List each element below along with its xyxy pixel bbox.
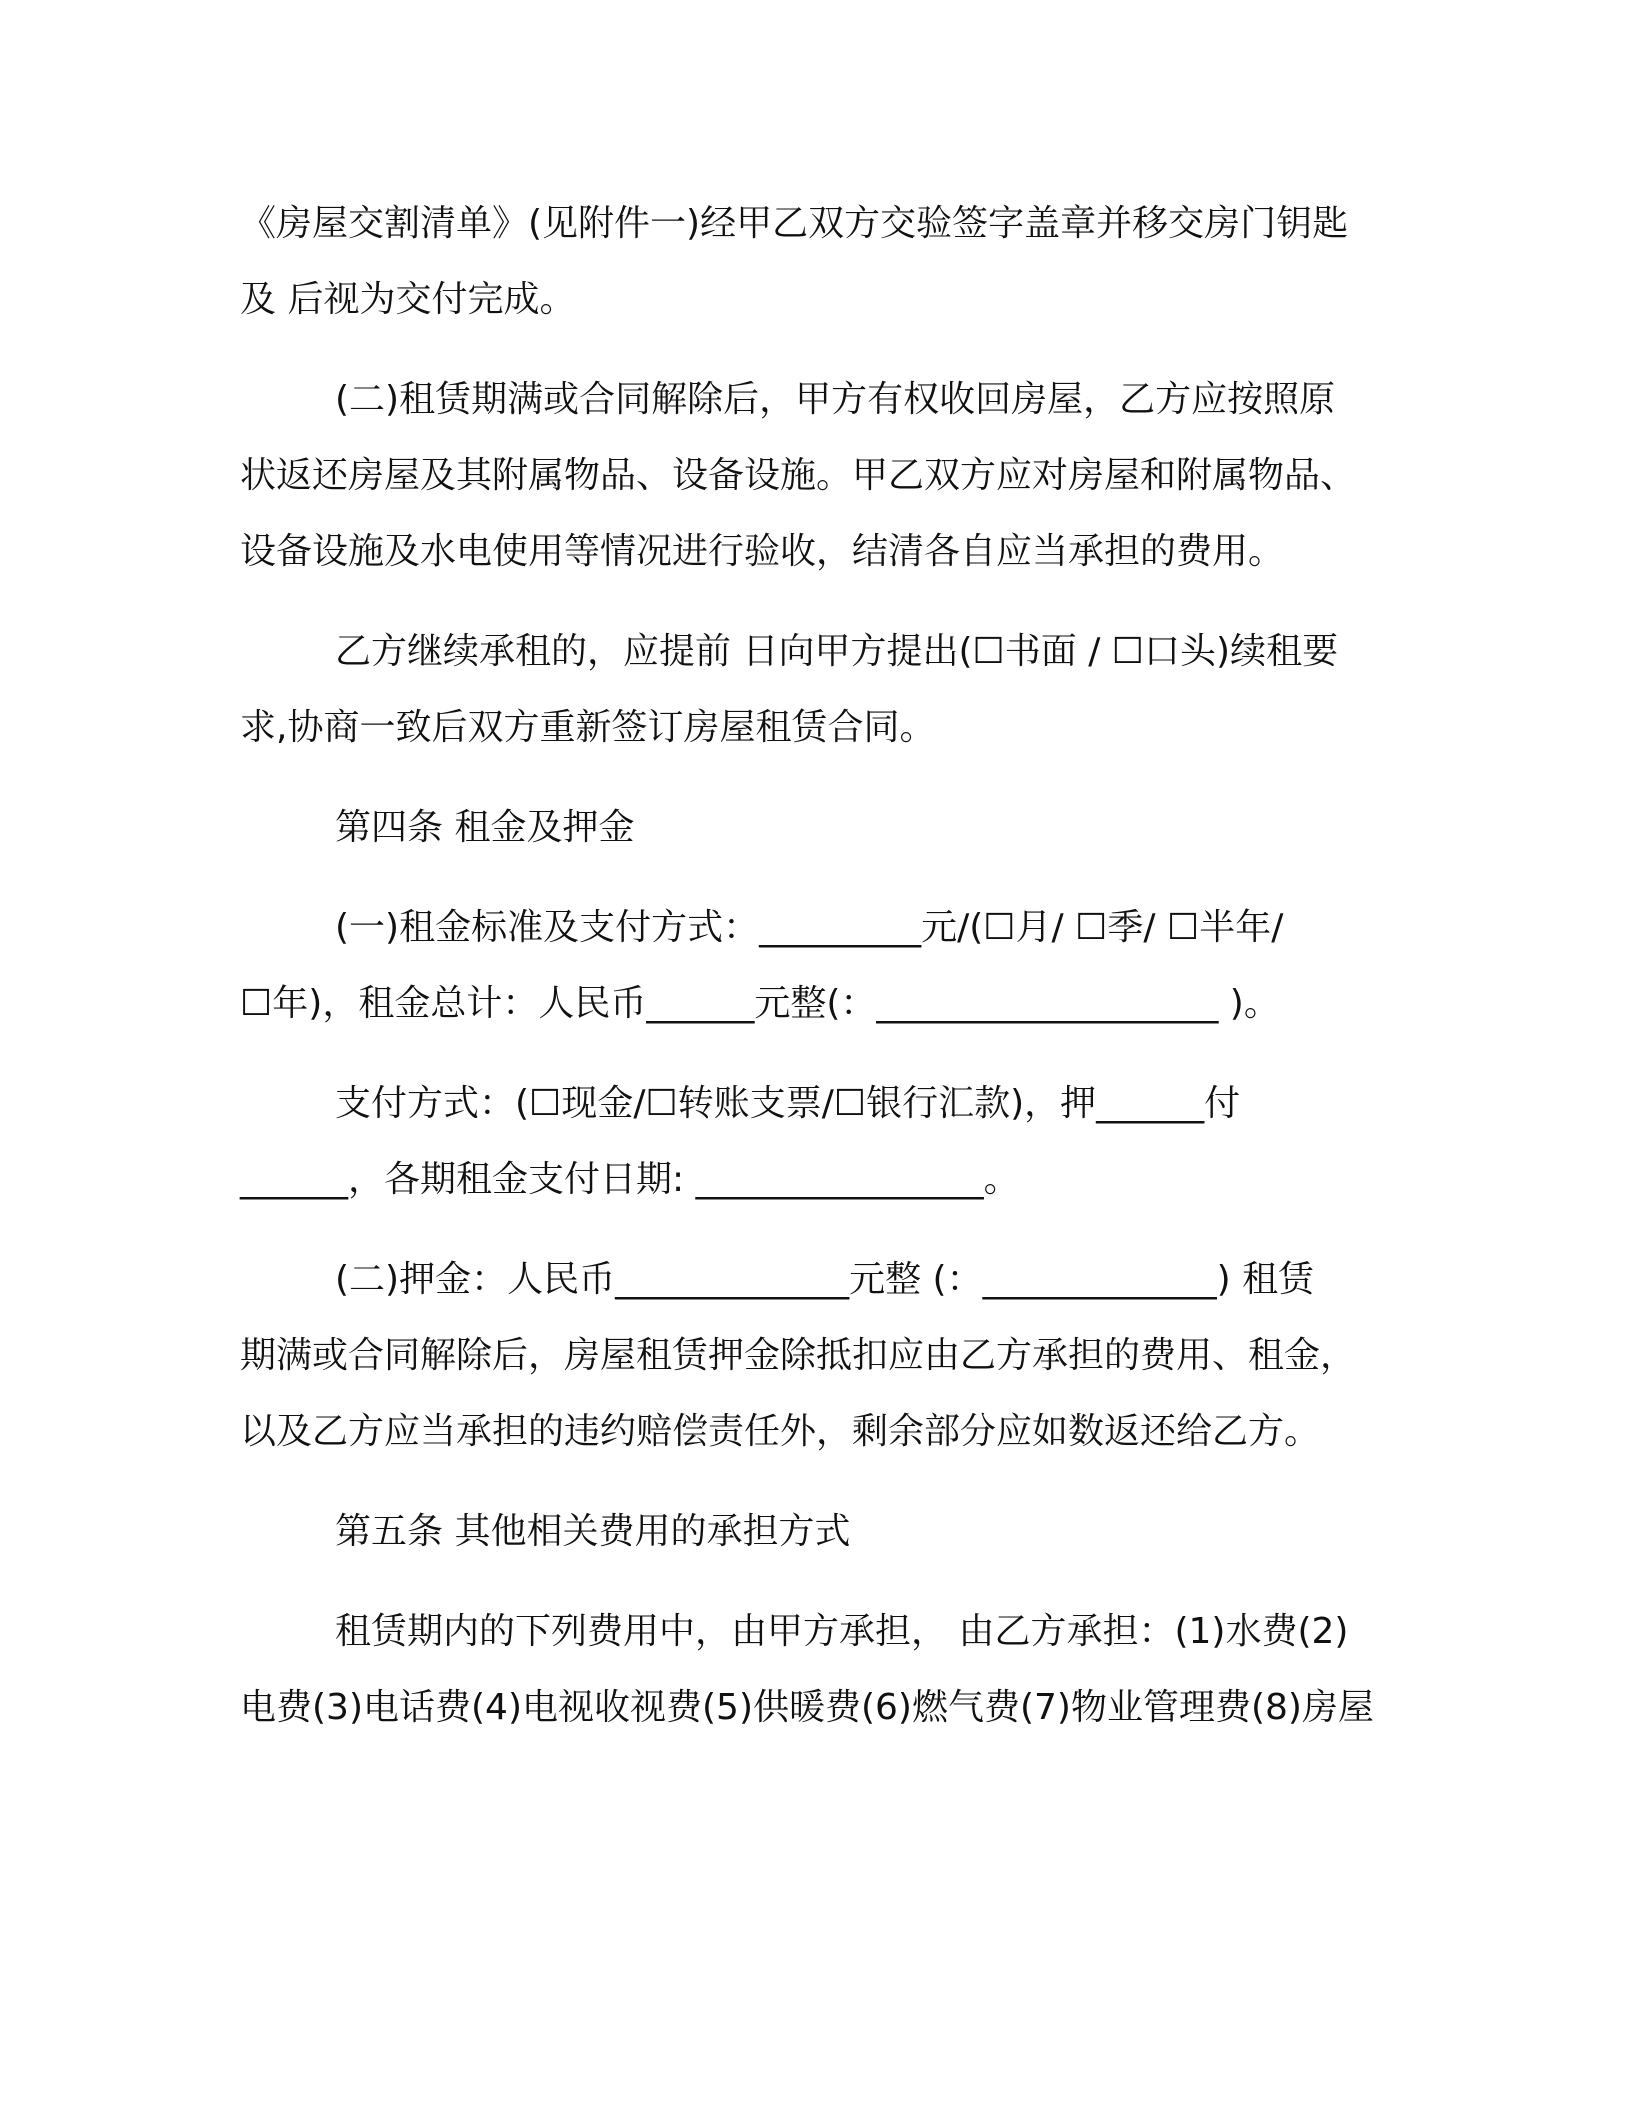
paragraph-rent-standard [240, 890, 1390, 1042]
text-line: 期满或合同解除后，房屋租赁押金除抵扣应由乙方承担的费用、租金， [240, 1335, 1357, 1376]
paragraph-deposit [240, 1242, 1390, 1470]
section-heading: 第四条 租金及押金 [335, 807, 635, 848]
paragraph-fees-list [240, 1594, 1390, 1746]
article-4-heading [240, 790, 1390, 866]
text-line: ______，各期租金支付日期: ________________。 [240, 1159, 1020, 1200]
text-line: 状返还房屋及其附属物品、设备设施。甲乙双方应对房屋和附属物品、 [240, 455, 1357, 496]
text-line: 电费(3)电话费(4)电视收视费(5)供暖费(6)燃气费(7)物业管理费(8)房屋 [240, 1687, 1374, 1728]
text-line: 设备设施及水电使用等情况进行验收，结清各自应当承担的费用。 [240, 531, 1285, 572]
text-line: 支付方式：(☐现金/☐转账支票/☐银行汇款)，押______付 [335, 1083, 1241, 1124]
text-line: 乙方继续承租的，应提前 日向甲方提出(☐书面 / ☐口头)续租要 [335, 631, 1339, 672]
paragraph-lease-end-return [240, 362, 1390, 590]
text-line: 求,协商一致后双方重新签订房屋租赁合同。 [240, 707, 936, 748]
text-line: ☐年)，租金总计：人民币______元整(：___________________ )。 [240, 983, 1280, 1024]
text-line: 以及乙方应当承担的违约赔偿责任外，剩余部分应如数返还给乙方。 [240, 1411, 1321, 1452]
section-heading: 第五条 其他相关费用的承担方式 [335, 1511, 851, 1552]
text-line: (二)押金：人民币_____________元整 (：_____________) 租赁 [335, 1259, 1315, 1300]
text-line: 租赁期内的下列费用中，由甲方承担， 由乙方承担：(1)水费(2) [335, 1611, 1349, 1652]
text-line: 及 后视为交付完成。 [240, 279, 576, 320]
text-line: 《房屋交割清单》(见附件一)经甲乙双方交验签字盖章并移交房门钥匙 [240, 203, 1349, 244]
paragraph-payment-method [240, 1066, 1390, 1218]
document-body [240, 186, 1390, 1770]
paragraph-renewal [240, 614, 1390, 766]
article-5-heading [240, 1494, 1390, 1570]
paragraph-delivery-list [240, 186, 1390, 338]
text-line: (一)租金标准及支付方式：_________元/(☐月/ ☐季/ ☐半年/ [335, 907, 1284, 948]
text-line: (二)租赁期满或合同解除后，甲方有权收回房屋，乙方应按照原 [335, 379, 1336, 420]
